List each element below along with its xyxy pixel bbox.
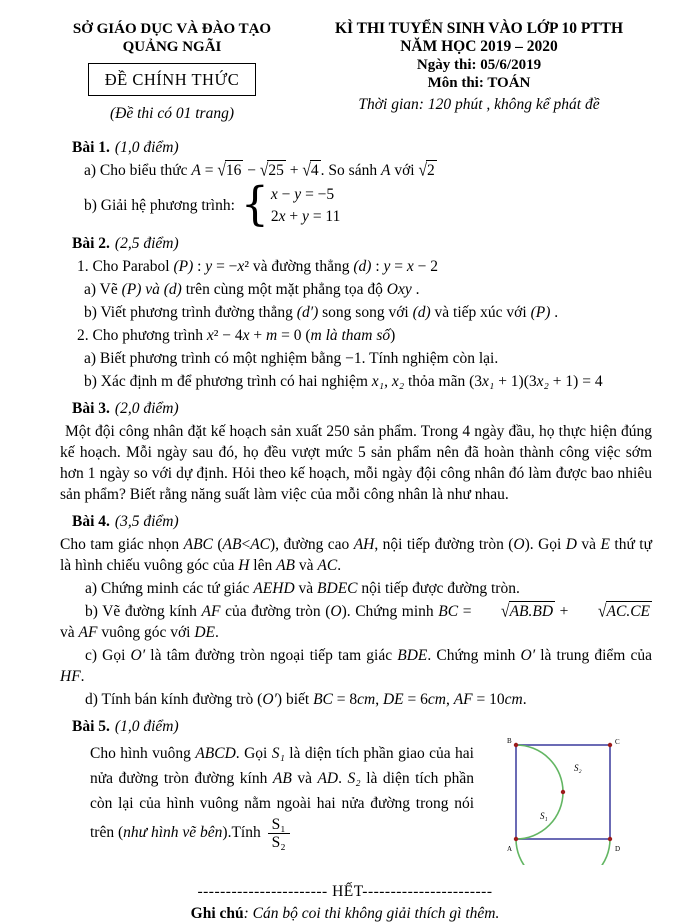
problem4-label: Bài 4. — [72, 513, 110, 530]
label-region-S2: S₂ — [574, 763, 582, 773]
problem2-line3: b) Viết phương trình đường thẳng (d′) song song với (d) và tiếp xúc với (P) . — [84, 304, 559, 321]
problem1-label: Bài 1. — [72, 139, 110, 156]
label-corner-D: D — [615, 845, 621, 853]
system-equation-1: x − y = −5 — [270, 185, 335, 203]
problem4-part-d: d) Tính bán kính đường trò (O′) biết BC = 8cm, DE = 6cm, AF = 10cm. — [85, 691, 527, 708]
problem2-points: (2,5 điểm) — [114, 235, 179, 252]
problem5-text — [90, 741, 474, 871]
brace-glyph: { — [240, 177, 269, 232]
problem5-figure-wrap — [502, 733, 652, 871]
exam-time-note: Thời gian: 120 phút , không kể phát đề — [358, 96, 600, 113]
proctor-note — [38, 903, 652, 924]
problem4-points: (3,5 điểm) — [114, 513, 179, 530]
problem5-row — [90, 737, 652, 871]
semicircle-AD-arc — [516, 839, 610, 865]
department-line2: QUẢNG NGÃI — [122, 39, 222, 55]
note-label: Ghi chú — [190, 905, 244, 922]
end-marker: ----------------------- HẾT----------------------- — [197, 883, 493, 900]
page-count-note: (Đề thi có 01 trang) — [110, 105, 234, 122]
point-C — [608, 743, 612, 747]
label-corner-C: C — [615, 738, 620, 746]
note-text: : Cán bộ coi thi không giải thích gì thêm. — [243, 905, 500, 922]
label-corner-B: B — [507, 737, 512, 745]
problem4-part-b: b) Vẽ đường kính AF của đường tròn (O). Chứng minh BC = √AB.BD + √AC.CE và AF vuông góc với DE. — [60, 601, 651, 641]
problem5-text-part2: nửa đường trong nói trên (như hình vẽ bên).Tính $\frac{\text{S₁}}{\text{S₂}}$ — [90, 795, 475, 851]
exam-date: Ngày thi: 05/6/2019 — [416, 57, 542, 73]
exam-body — [38, 137, 652, 924]
problem5-points: (1,0 điểm) — [114, 718, 179, 735]
problem1-part-a: a) Cho biểu thức A = √16 − √25 + √4 . So sánh A với √2 — [84, 160, 435, 181]
problem5-text-part1: Cho hình vuông ABCD. Gọi S₁ là diện tích phần giao của hai nửa đường tròn đường kính AB và AD. S₂ là diện tích phần còn lại của hình vuông nằm ngoài hai — [90, 745, 475, 812]
square-semicircles-figure — [502, 733, 652, 865]
department-line1: SỞ GIÁO DỤC VÀ ĐÀO TẠO — [72, 21, 272, 37]
exam-title-line1: KÌ THI TUYỂN SINH VÀO LỚP 10 PTTH — [334, 20, 624, 37]
problem1-part-b — [84, 177, 652, 232]
header-right — [306, 20, 652, 124]
problem3-points: (2,0 điểm) — [114, 400, 179, 417]
point-A — [514, 837, 518, 841]
point-B — [514, 743, 518, 747]
exam-title-line2: NĂM HỌC 2019 – 2020 — [400, 38, 558, 55]
footer — [38, 881, 652, 924]
point-D — [608, 837, 612, 841]
problem4-heading — [72, 511, 652, 532]
exam-subject: Môn thi: TOÁN — [427, 75, 531, 91]
problem2-label: Bài 2. — [72, 235, 110, 252]
equation-system — [240, 177, 341, 232]
problem2-line6: b) Xác định m để phương trình có hai nghiệm x₁, x₂ thỏa mãn (3x₁ + 1)(3x₂ + 1) = 4 — [84, 373, 603, 390]
problem2-line4: 2. Cho phương trình x² − 4x + m = 0 (m là tham số) — [77, 327, 396, 344]
label-region-S1: S₁ — [540, 811, 548, 821]
problem3-paragraph: Một đội công nhân đặt kế hoạch sản xuất 250 sản phẩm. Trong 4 ngày đầu, họ thực hiện đúng kế hoạch. Mỗi ngày sau đó, họ đều vượt mức 5 sản phẩm nên đã hoàn thành công việc sớm hơn 1 ngày so với dự định. Hỏi theo kế hoạch, mỗi ngày đội công nhân đó làm được bao nhiêu sản phẩm? Biết rằng năng suất làm việc của mỗi công nhân là như nhau. — [60, 423, 652, 503]
semicircle-AB-arc — [516, 745, 563, 839]
header — [38, 20, 652, 124]
official-exam-box: ĐỀ CHÍNH THỨC — [88, 63, 257, 96]
problem2-line2: a) Vẽ (P) và (d) trên cùng một mặt phẳng tọa độ Oxy . — [84, 281, 420, 298]
problem2-heading — [72, 233, 652, 254]
problem1-heading — [72, 137, 652, 158]
problem2-line1: 1. Cho Parabol (P) : y = −x² và đường thẳng (d) : y = x − 2 — [77, 258, 439, 275]
problem2-line5: a) Biết phương trình có một nghiệm bằng −1. Tính nghiệm còn lại. — [84, 350, 499, 367]
label-corner-A: A — [507, 845, 513, 853]
problem1-points: (1,0 điểm) — [114, 139, 179, 156]
problem3-label: Bài 3. — [72, 400, 110, 417]
problem4-intro: Cho tam giác nhọn ABC (AB<AC), đường cao AH, nội tiếp đường tròn (O). Gọi D và E thứ tự là hình chiếu vuông góc của H lên AB và AC. — [60, 536, 652, 574]
problem3-heading — [72, 398, 652, 419]
header-left — [38, 20, 306, 124]
problem1-part-b-text: b) Giải hệ phương trình: — [84, 196, 235, 214]
problem4-part-c: c) Gọi O′ là tâm đường tròn ngoại tiếp tam giác BDE. Chứng minh O′ là trung điểm của HF. — [60, 647, 652, 685]
point-intersection — [561, 790, 565, 794]
system-equation-2: 2x + y = 11 — [270, 207, 341, 225]
problem5-label: Bài 5. — [72, 718, 110, 735]
problem4-part-a: a) Chứng minh các tứ giác AEHD và BDEC nội tiếp được đường tròn. — [85, 580, 520, 597]
